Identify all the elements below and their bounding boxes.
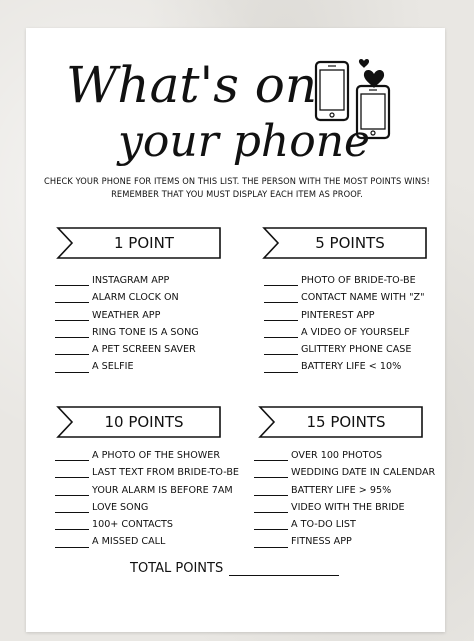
answer-blank[interactable] bbox=[55, 344, 89, 355]
answer-blank[interactable] bbox=[55, 275, 89, 286]
section-label: 1 POINT bbox=[114, 234, 174, 252]
instructions-line-2: REMEMBER THAT YOU MUST DISPLAY EACH ITEM AS PROOF. bbox=[111, 188, 363, 200]
list-item: A PHOTO OF THE SHOWER bbox=[55, 447, 239, 464]
list-item: YOUR ALARM IS BEFORE 7AM bbox=[55, 482, 239, 499]
total-points-blank[interactable] bbox=[229, 561, 339, 576]
answer-blank[interactable] bbox=[254, 467, 288, 478]
list-item: LAST TEXT FROM BRIDE-TO-BE bbox=[55, 464, 239, 481]
instructions bbox=[40, 176, 434, 201]
list-item: BATTERY LIFE > 95% bbox=[254, 482, 435, 499]
list-item: INSTAGRAM APP bbox=[55, 272, 199, 289]
checklist-1-point bbox=[55, 272, 199, 376]
heart-icon bbox=[359, 59, 369, 68]
list-item: A PET SCREEN SAVER bbox=[55, 341, 199, 358]
list-item: PHOTO OF BRIDE-TO-BE bbox=[264, 272, 425, 289]
answer-blank[interactable] bbox=[264, 362, 298, 373]
answer-blank[interactable] bbox=[55, 485, 89, 496]
section-banner-15-points bbox=[258, 405, 428, 439]
answer-blank[interactable] bbox=[254, 537, 288, 548]
answer-blank[interactable] bbox=[264, 275, 298, 286]
phone-icon bbox=[316, 62, 348, 120]
list-item: ALARM CLOCK ON bbox=[55, 289, 199, 306]
answer-blank[interactable] bbox=[254, 450, 288, 461]
section-label: 15 POINTS bbox=[306, 413, 386, 431]
answer-blank[interactable] bbox=[264, 344, 298, 355]
list-item: WEDDING DATE IN CALENDAR bbox=[254, 464, 435, 481]
answer-blank[interactable] bbox=[254, 519, 288, 530]
section-banner-1-point bbox=[56, 226, 226, 260]
checklist-5-points bbox=[264, 272, 425, 376]
list-item: BATTERY LIFE < 10% bbox=[264, 358, 425, 375]
title-line-2: your phone bbox=[118, 116, 371, 167]
answer-blank[interactable] bbox=[55, 310, 89, 321]
answer-blank[interactable] bbox=[55, 450, 89, 461]
list-item: LOVE SONG bbox=[55, 499, 239, 516]
list-item: A TO-DO LIST bbox=[254, 516, 435, 533]
total-points bbox=[130, 561, 339, 576]
title-line-1: What's on bbox=[66, 56, 318, 114]
list-item: WEATHER APP bbox=[55, 307, 199, 324]
answer-blank[interactable] bbox=[55, 519, 89, 530]
answer-blank[interactable] bbox=[254, 485, 288, 496]
section-label: 10 POINTS bbox=[104, 413, 184, 431]
section-banner-10-points bbox=[56, 405, 226, 439]
answer-blank[interactable] bbox=[55, 502, 89, 513]
section-banner-5-points bbox=[262, 226, 432, 260]
list-item: A MISSED CALL bbox=[55, 533, 239, 550]
section-label: 5 POINTS bbox=[315, 234, 385, 252]
list-item: RING TONE IS A SONG bbox=[55, 324, 199, 341]
answer-blank[interactable] bbox=[55, 362, 89, 373]
answer-blank[interactable] bbox=[55, 467, 89, 478]
answer-blank[interactable] bbox=[254, 502, 288, 513]
total-points-label: TOTAL POINTS bbox=[130, 561, 224, 576]
list-item: 100+ CONTACTS bbox=[55, 516, 239, 533]
list-item: PINTEREST APP bbox=[264, 307, 425, 324]
answer-blank[interactable] bbox=[55, 292, 89, 303]
answer-blank[interactable] bbox=[55, 537, 89, 548]
answer-blank[interactable] bbox=[264, 310, 298, 321]
instructions-line-1: CHECK YOUR PHONE FOR ITEMS ON THIS LIST. THE PERSON WITH THE MOST POINTS WINS! bbox=[44, 176, 430, 187]
title-block bbox=[0, 44, 474, 174]
answer-blank[interactable] bbox=[55, 327, 89, 338]
checklist-10-points bbox=[55, 447, 239, 551]
checklist-15-points bbox=[254, 447, 435, 551]
answer-blank[interactable] bbox=[264, 292, 298, 303]
list-item: VIDEO WITH THE BRIDE bbox=[254, 499, 435, 516]
list-item: FITNESS APP bbox=[254, 533, 435, 550]
list-item: CONTACT NAME WITH "Z" bbox=[264, 289, 425, 306]
list-item: GLITTERY PHONE CASE bbox=[264, 341, 425, 358]
answer-blank[interactable] bbox=[264, 327, 298, 338]
list-item: OVER 100 PHOTOS bbox=[254, 447, 435, 464]
list-item: A VIDEO OF YOURSELF bbox=[264, 324, 425, 341]
list-item: A SELFIE bbox=[55, 358, 199, 375]
